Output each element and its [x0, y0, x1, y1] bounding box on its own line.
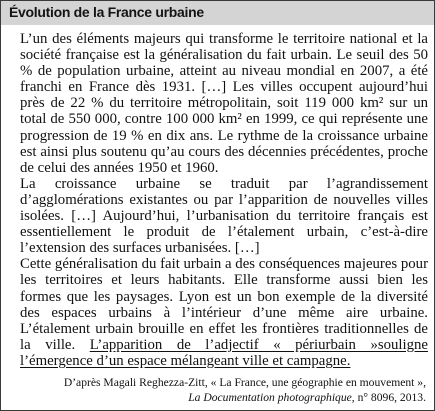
- title-bar: [1, 1, 434, 25]
- paragraph-1-text: L’un des éléments majeurs qui transforme le territoire national et la société française est la généralisation du fait urbain. Le seuil des 50 % de population urbaine, atteint au niveau mondial en 2007, a été franchi en France dès 1931. […] Les villes occupent aujourd’hui près de 22 % du territoire métropolitain, soit 119 000 km² sur un total de 550 000, contre 100 000 km² en 1999, ce qui représente une progression de 19 % en dix ans. Le rythme de la croissance urbaine est ainsi plus soutenu qu’au cours des décennies précédentes, proche de celui des années 1950 et 1960.: [20, 31, 428, 176]
- document-title: Évolution de la France urbaine: [9, 4, 204, 20]
- paragraph-2-text: La croissance urbaine se traduit par l’agrandissement d’agglomérations existantes ou par l’apparition de nouvelles villes isolées. […] Aujourd’hui, l’urbanisation du territoire français est essentiellement le produit de l’étalement urbain, c’est-à-dire l’extension des surfaces urbanisées. […]: [20, 175, 428, 257]
- paragraph-3-text: Cette généralisation du fait urbain a des conséquences majeures pour les territoires et leurs habitants. Elle transforme aussi bien les formes que les paysages. Lyon est un bon exemple de la diversité des espaces urbains à l’intérieur d’une même aire urbaine. L’étalement urbain brouille en effet les frontières traditionnelles de la ville.: [20, 256, 428, 353]
- paragraph-1: [20, 31, 428, 176]
- source-publication: La Documentation photographique: [188, 390, 352, 404]
- paragraph-2: [20, 176, 428, 256]
- source-line-2: [6, 391, 426, 406]
- source-line-1: D’après Magali Reghezza-Zitt, « La France, une géographie en mouvement »,: [63, 376, 426, 389]
- source-citation: [6, 376, 426, 405]
- paragraph-3: [20, 256, 428, 369]
- document-body: [20, 31, 428, 369]
- paragraph-3-underlined-text: L’apparition de l’adjectif « périurbain »souligne l’émergence d’un espace mélangeant ville et campagne.: [20, 336, 428, 369]
- source-issue: , n° 8096, 2013.: [351, 390, 426, 404]
